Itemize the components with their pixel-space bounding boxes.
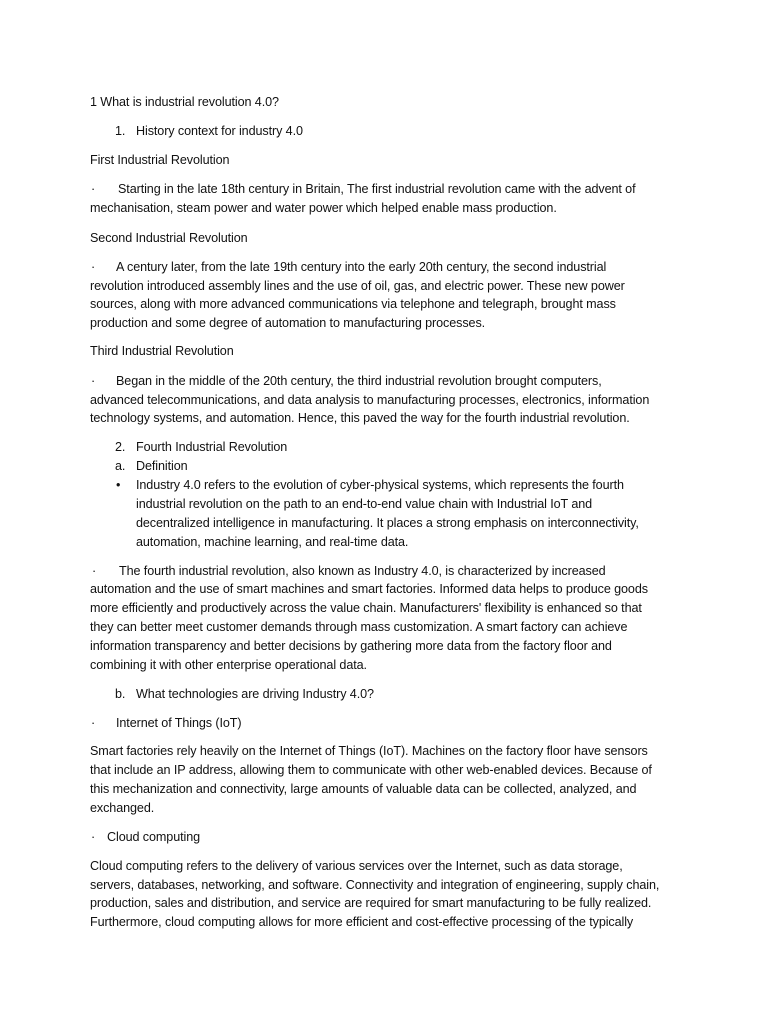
- paragraph-definition-line: Industry 4.0 refers to the evolution of cyber-physical systems, which represents the fourth: [136, 478, 624, 492]
- paragraph-definition-line: industrial revolution on the path to an end-to-end value chain with Industrial IoT and: [136, 497, 593, 511]
- section-heading-fourth: Fourth Industrial Revolution: [136, 440, 288, 454]
- bullet-marker: ·: [91, 182, 96, 196]
- paragraph-iot-line: that include an IP address, allowing them to communicate with other web-enabled devices. Because of: [90, 763, 652, 777]
- paragraph-second-line: production and some degree of automation to manufacturing processes.: [90, 316, 486, 330]
- paragraph-iot-line: Smart factories rely heavily on the Internet of Things (IoT). Machines on the factory floor have sensors: [90, 744, 648, 758]
- paragraph-cloud-line: servers, databases, networking, and software. Connectivity and integration of engineering, supply chain,: [90, 878, 660, 892]
- paragraph-third-line: technology systems, and automation. Hence, this paved the way for the fourth industrial revolution.: [90, 411, 630, 425]
- list-number-2: 2.: [115, 440, 126, 454]
- paragraph-fourth-line: they can better meet customer demands through mass customization. A smart factory can achieve: [90, 620, 628, 634]
- paragraph-fourth-line: more efficiently and productively across the value chain. Manufacturers' flexibility is enhanced so that: [90, 601, 642, 615]
- heading-first-revolution: First Industrial Revolution: [90, 153, 230, 167]
- paragraph-fourth-line: The fourth industrial revolution, also known as Industry 4.0, is characterized by increased: [119, 564, 606, 578]
- paragraph-fourth-line: automation and the use of smart machines and smart factories. Informed data helps to produce goods: [90, 582, 648, 596]
- bullet-marker: ·: [91, 830, 96, 844]
- paragraph-third-line: advanced telecommunications, and data analysis to manufacturing processes, electronics, information: [90, 393, 650, 407]
- heading-iot: Internet of Things (IoT): [116, 716, 242, 730]
- paragraph-first-line: Starting in the late 18th century in Britain, The first industrial revolution came with the advent of: [118, 182, 636, 196]
- paragraph-third-line: Began in the middle of the 20th century, the third industrial revolution brought computers,: [116, 374, 602, 388]
- heading-third-revolution: Third Industrial Revolution: [90, 344, 234, 358]
- bullet-marker: ·: [91, 716, 96, 730]
- paragraph-second-line: A century later, from the late 19th century into the early 20th century, the second industrial: [116, 260, 607, 274]
- paragraph-definition-line: automation, machine learning, and real-time data.: [136, 535, 409, 549]
- paragraph-cloud-line: production, sales and distribution, and service are required for smart manufacturing to be fully realized.: [90, 896, 652, 910]
- subheading-technologies: What technologies are driving Industry 4.0?: [136, 687, 374, 701]
- document-title: 1 What is industrial revolution 4.0?: [90, 95, 279, 109]
- list-letter-b: b.: [115, 687, 126, 701]
- paragraph-iot-line: this mechanization and connectivity, large amounts of valuable data can be collected, analyzed, and: [90, 782, 637, 796]
- list-number-1: 1.: [115, 124, 126, 138]
- bullet-marker: ·: [92, 564, 97, 578]
- paragraph-iot-line: exchanged.: [90, 801, 155, 815]
- paragraph-second-line: revolution introduced assembly lines and the use of oil, gas, and electric power. These new power: [90, 279, 625, 293]
- paragraph-cloud-line: Furthermore, cloud computing allows for more efficient and cost-effective processing of the typically: [90, 915, 634, 929]
- paragraph-first-line: mechanisation, steam power and water power which helped enable mass production.: [90, 201, 557, 215]
- paragraph-fourth-line: combining it with other enterprise operational data.: [90, 658, 367, 672]
- subheading-definition: Definition: [136, 459, 188, 473]
- paragraph-fourth-line: information transparency and better decisions by gathering more data from the factory floor and: [90, 639, 612, 653]
- heading-second-revolution: Second Industrial Revolution: [90, 231, 248, 245]
- list-letter-a: a.: [115, 459, 126, 473]
- paragraph-definition-line: decentralized intelligence in manufacturing. It places a strong emphasis on interconnectivity,: [136, 516, 639, 530]
- bullet-dot: •: [116, 478, 121, 492]
- paragraph-cloud-line: Cloud computing refers to the delivery of various services over the Internet, such as data storage,: [90, 859, 623, 873]
- bullet-marker: ·: [91, 260, 96, 274]
- heading-cloud-computing: Cloud computing: [107, 830, 201, 844]
- section-heading-history: History context for industry 4.0: [136, 124, 303, 138]
- bullet-marker: ·: [91, 374, 96, 388]
- paragraph-second-line: sources, along with more advanced communications via telephone and telegraph, brought mass: [90, 297, 616, 311]
